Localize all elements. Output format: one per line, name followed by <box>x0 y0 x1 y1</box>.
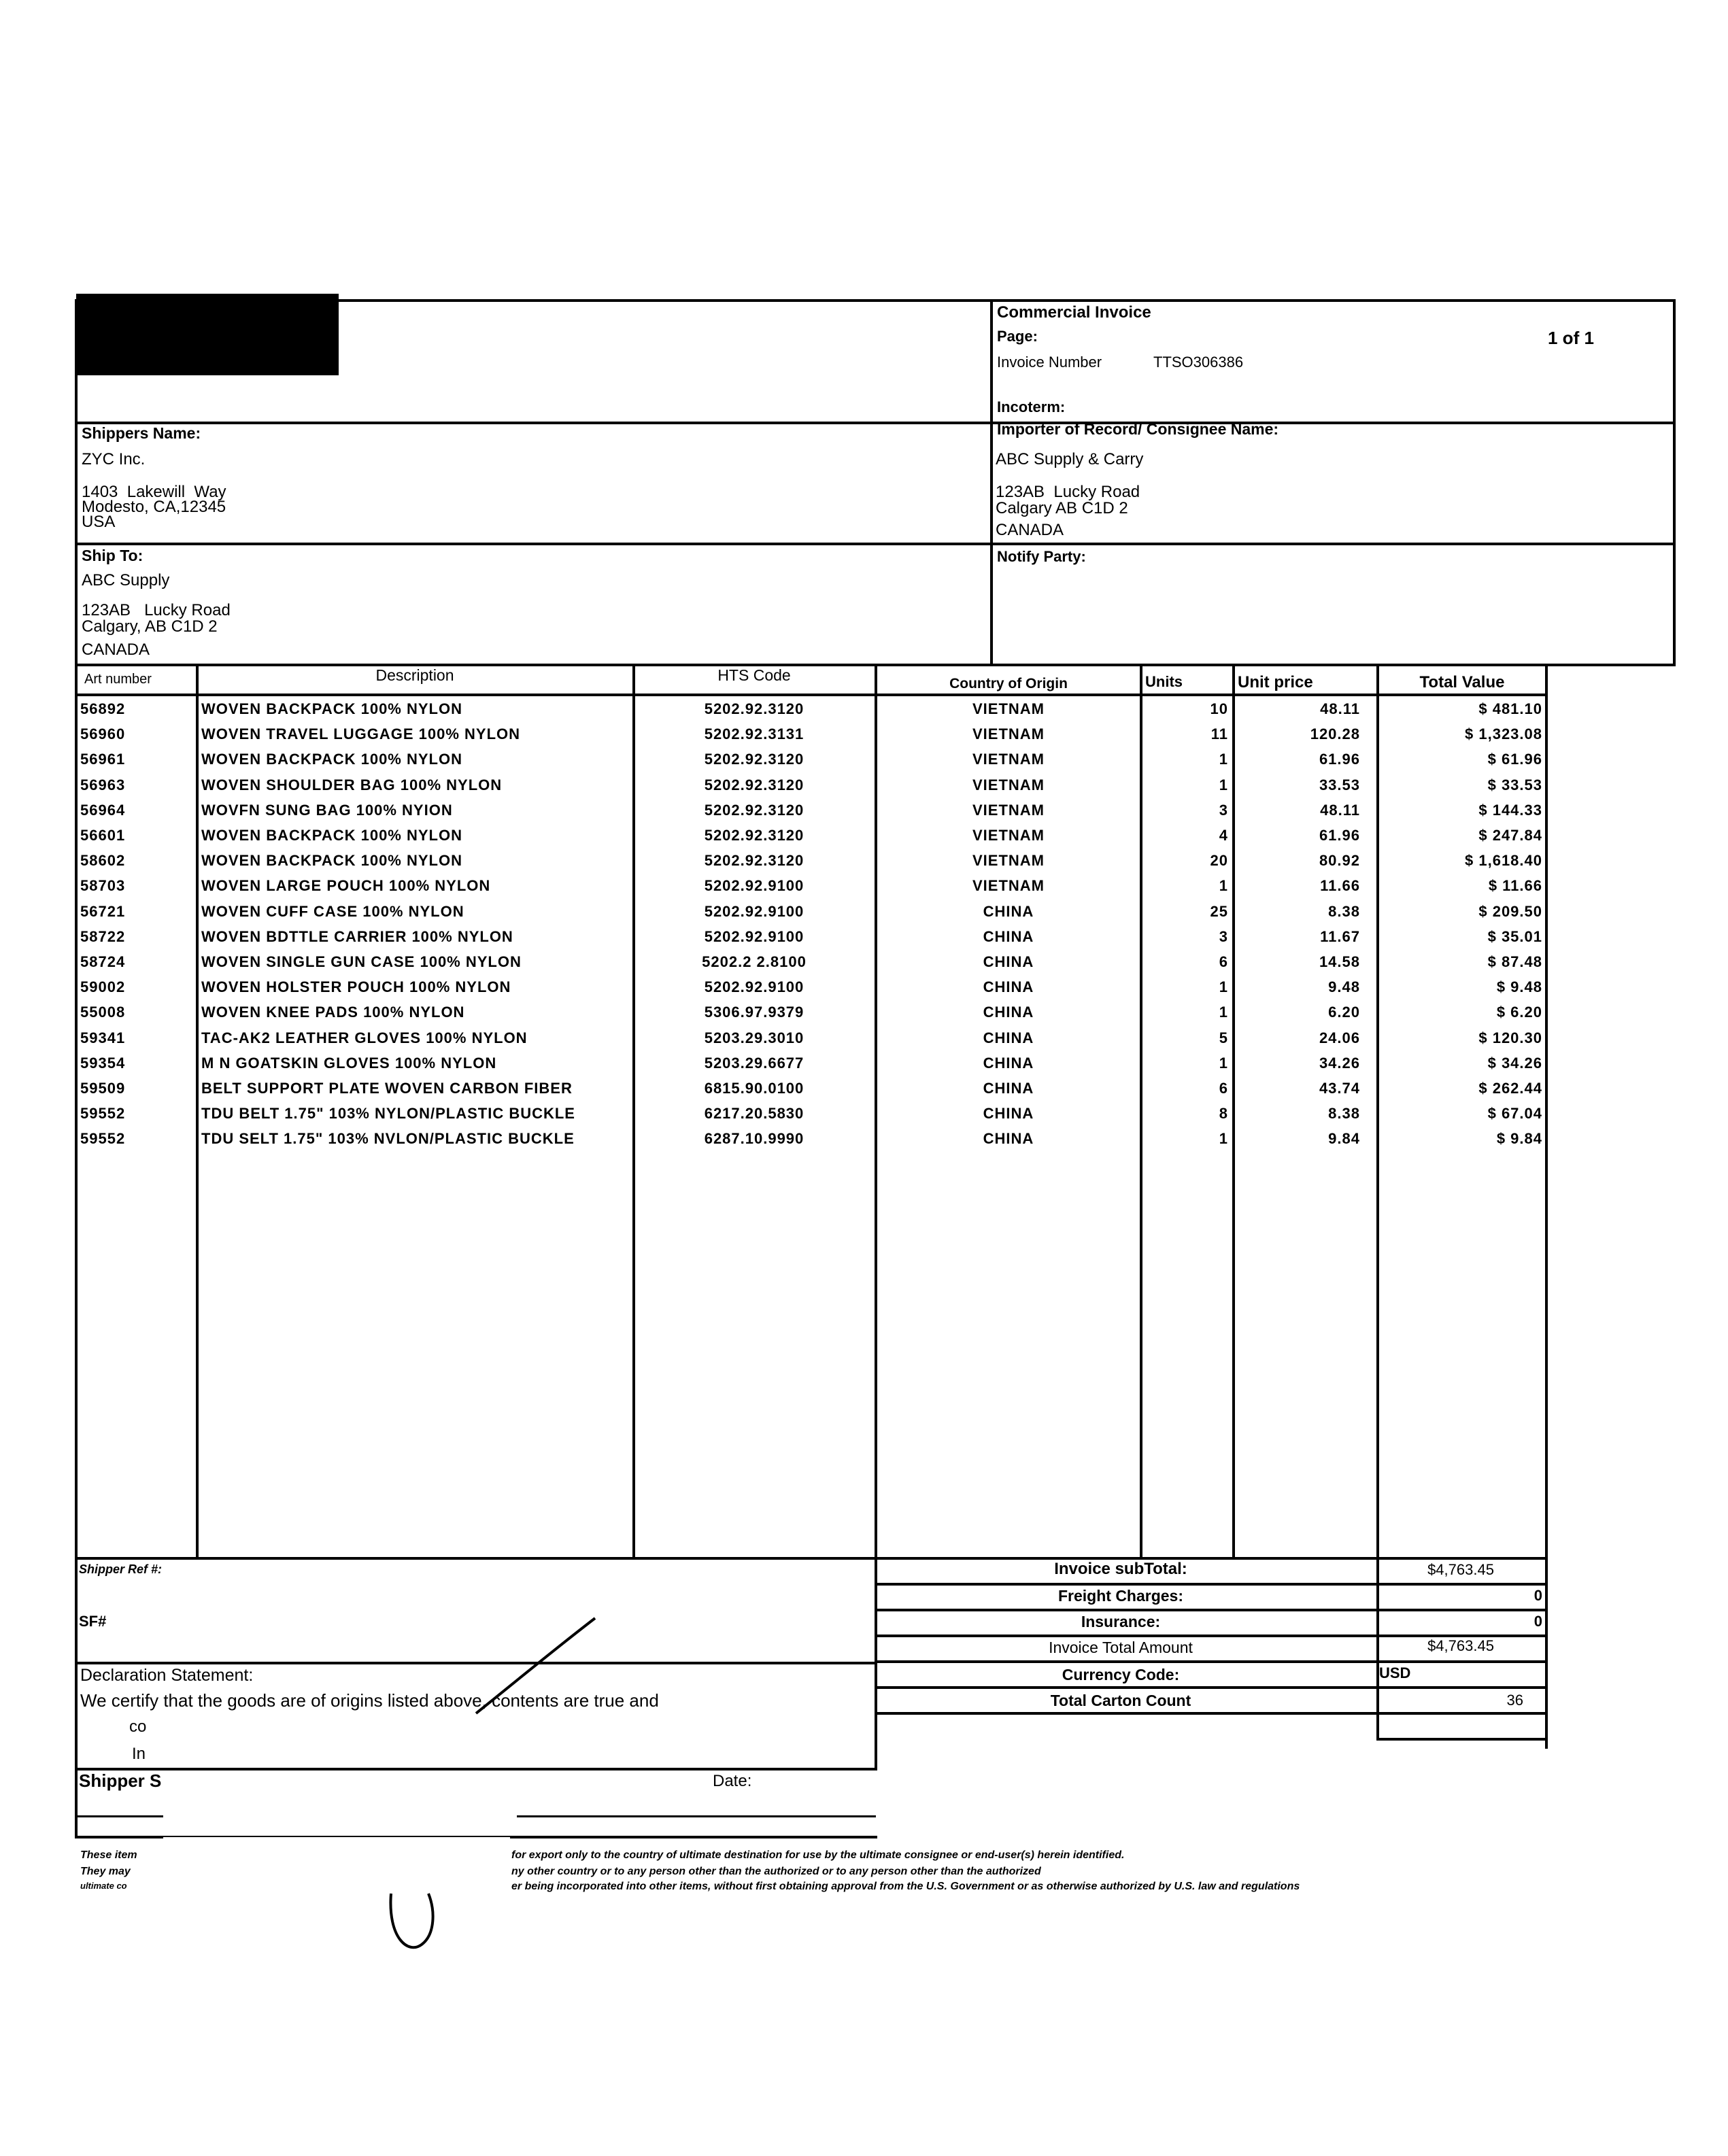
cell-total: $ 1,618.40 <box>1465 852 1542 869</box>
cell-origin: CHINA <box>983 1130 1034 1147</box>
cell-price: 61.96 <box>1319 751 1360 768</box>
cell-art: 58724 <box>80 953 126 970</box>
totals-line-2 <box>875 1609 1548 1611</box>
header-row1-line <box>75 422 1676 424</box>
signature-line-1 <box>75 1815 163 1817</box>
cell-desc: WOVEN SHOULDER BAG 100% NYLON <box>201 776 503 793</box>
currency-value: USD <box>1379 1664 1411 1681</box>
carton-label: Total Carton Count <box>1050 1692 1191 1709</box>
shipper-country: USA <box>82 513 116 531</box>
consignee-country: CANADA <box>996 521 1064 539</box>
cell-price: 9.48 <box>1328 978 1360 995</box>
cell-art: 59002 <box>80 978 126 995</box>
cell-origin: CHINA <box>983 1029 1034 1046</box>
cell-hts: 5202.92.3131 <box>704 725 804 742</box>
cell-desc: WOVEN BACKPACK 100% NYLON <box>201 700 462 717</box>
totals-line-5 <box>875 1686 1548 1689</box>
cell-origin: VIETNAM <box>972 877 1045 894</box>
border-right-header <box>1673 299 1676 666</box>
cell-desc: TAC-AK2 LEATHER GLOVES 100% NYLON <box>201 1029 528 1046</box>
col-header-desc: Description <box>375 666 454 684</box>
carton-value: 36 <box>1506 1692 1523 1709</box>
page-value: 1 of 1 <box>1548 328 1594 348</box>
cell-desc: TDU BELT 1.75" 103% NYLON/PLASTIC BUCKLE <box>201 1105 575 1122</box>
cell-desc: WOVEN HOLSTER POUCH 100% NYLON <box>201 978 511 995</box>
cell-total: $ 1,323.08 <box>1465 725 1542 742</box>
cell-origin: CHINA <box>983 1080 1034 1097</box>
cell-art: 58703 <box>80 877 126 894</box>
cell-hts: 5202.2 2.8100 <box>702 953 807 970</box>
cell-art: 59354 <box>80 1055 126 1072</box>
doc-title: Commercial Invoice <box>997 303 1151 322</box>
cell-hts: 6287.10.9990 <box>704 1130 804 1147</box>
cell-units: 1 <box>1219 877 1228 894</box>
date-line <box>517 1815 876 1817</box>
cell-price: 11.66 <box>1320 877 1360 894</box>
cell-total: $ 481.10 <box>1478 700 1542 717</box>
cell-total: $ 209.50 <box>1478 903 1542 920</box>
col-line-right <box>1545 664 1548 1749</box>
cell-total: $ 11.66 <box>1488 877 1542 894</box>
cell-total: $ 262.44 <box>1478 1080 1542 1097</box>
incoterm-label: Incoterm: <box>997 398 1066 415</box>
cell-hts: 5202.92.3120 <box>704 802 804 819</box>
footer-top-line <box>75 1557 877 1560</box>
cell-units: 1 <box>1219 751 1228 768</box>
consignee-label: Importer of Record/ Consignee Name: <box>997 420 1279 438</box>
subtotal-value: $4,763.45 <box>1427 1561 1494 1578</box>
cell-units: 1 <box>1219 1130 1228 1147</box>
cell-total: $ 9.48 <box>1496 978 1542 995</box>
cell-origin: CHINA <box>983 1004 1034 1021</box>
cell-origin: VIETNAM <box>972 827 1045 844</box>
cell-origin: VIETNAM <box>972 776 1045 793</box>
cell-art: 58722 <box>80 928 126 945</box>
cell-price: 43.74 <box>1319 1080 1360 1097</box>
declaration-line3: In <box>132 1745 146 1763</box>
cell-origin: VIETNAM <box>972 802 1045 819</box>
cell-origin: VIETNAM <box>972 852 1045 869</box>
freight-value: 0 <box>1534 1587 1542 1604</box>
cell-desc: M N GOATSKIN GLOVES 100% NYLON <box>201 1055 497 1072</box>
cell-units: 3 <box>1219 802 1228 819</box>
shipper-addr1: 1403 Lakewill Way <box>82 483 226 501</box>
ship-to-addr2: Calgary, AB C1D 2 <box>82 617 218 636</box>
handwritten-check-mark <box>469 1611 605 1720</box>
cell-units: 10 <box>1210 700 1228 717</box>
legal-left-1: These item <box>80 1849 137 1861</box>
header-row2-line <box>75 543 1676 545</box>
shipper-label: Shippers Name: <box>82 424 201 442</box>
cell-price: 33.53 <box>1319 776 1360 793</box>
cell-units: 6 <box>1219 1080 1228 1097</box>
redacted-logo <box>76 294 339 375</box>
cell-hts: 6815.90.0100 <box>704 1080 804 1097</box>
cell-origin: CHINA <box>983 928 1034 945</box>
cell-desc: WOVEN TRAVEL LUGGAGE 100% NYLON <box>201 725 521 742</box>
cell-price: 14.58 <box>1319 953 1360 970</box>
legal-left-3: ultimate co <box>80 1881 127 1891</box>
cell-units: 8 <box>1219 1105 1228 1122</box>
consignee-addr2: Calgary AB C1D 2 <box>996 499 1128 517</box>
cell-total: $ 33.53 <box>1487 776 1542 793</box>
cell-units: 1 <box>1219 978 1228 995</box>
cell-price: 8.38 <box>1328 903 1360 920</box>
col-header-art: Art number <box>84 672 152 687</box>
cell-units: 1 <box>1219 776 1228 793</box>
totals-line-4 <box>875 1660 1548 1663</box>
subtotal-label: Invoice subTotal: <box>1054 1560 1187 1578</box>
cell-art: 55008 <box>80 1004 126 1021</box>
cell-total: $ 87.48 <box>1487 953 1542 970</box>
totals-line-6 <box>875 1712 1548 1715</box>
cell-desc: WOVEN BACKPACK 100% NYLON <box>201 827 462 844</box>
cell-price: 48.11 <box>1320 802 1360 819</box>
currency-label: Currency Code: <box>1062 1666 1180 1683</box>
cell-hts: 5202.92.9100 <box>704 978 804 995</box>
cell-art: 56963 <box>80 776 126 793</box>
table-header-line <box>75 694 1548 696</box>
cell-desc: WOVEN BACKPACK 100% NYLON <box>201 751 462 768</box>
cell-hts: 5202.92.3120 <box>704 852 804 869</box>
mask-block-2 <box>163 1770 517 1834</box>
cell-art: 56964 <box>80 802 126 819</box>
page-label: Page: <box>997 328 1038 345</box>
shipper-ref-label: Shipper Ref #: <box>79 1562 163 1576</box>
ship-to-label: Ship To: <box>82 547 143 564</box>
cell-price: 24.06 <box>1319 1029 1360 1046</box>
cell-units: 1 <box>1219 1004 1228 1021</box>
mask-block-3 <box>163 1837 510 1898</box>
ship-to-name: ABC Supply <box>82 571 170 589</box>
col-header-price: Unit price <box>1238 673 1313 691</box>
cell-art: 59552 <box>80 1105 126 1122</box>
cell-art: 56961 <box>80 751 126 768</box>
cell-desc: WOVFN SUNG BAG 100% NYION <box>201 802 453 819</box>
cell-units: 5 <box>1219 1029 1228 1046</box>
col-header-total: Total Value <box>1419 673 1505 691</box>
cell-units: 11 <box>1210 725 1228 742</box>
cell-desc: WOVEN SINGLE GUN CASE 100% NYLON <box>201 953 522 970</box>
mask-block <box>163 1713 873 1766</box>
cell-total: $ 6.20 <box>1496 1004 1542 1021</box>
notify-label: Notify Party: <box>997 548 1086 565</box>
cell-total: $ 9.84 <box>1496 1130 1542 1147</box>
cell-units: 1 <box>1219 1055 1228 1072</box>
cell-price: 120.28 <box>1310 725 1360 742</box>
col-header-hts: HTS Code <box>717 666 791 684</box>
sf-label: SF# <box>79 1613 107 1630</box>
cell-art: 56960 <box>80 725 126 742</box>
insurance-value: 0 <box>1534 1613 1542 1630</box>
cell-origin: CHINA <box>983 953 1034 970</box>
total-amount-label: Invoice Total Amount <box>1049 1639 1193 1656</box>
border-top <box>75 299 1676 302</box>
cell-art: 56601 <box>80 827 126 844</box>
legal-right-3: er being incorporated into other items, without first obtaining approval from the U.S. Government or as otherwise authorized by U.S. law and regulations <box>511 1881 1300 1892</box>
cell-total: $ 120.30 <box>1478 1029 1542 1046</box>
cell-hts: 5202.92.9100 <box>704 903 804 920</box>
cell-art: 59509 <box>80 1080 126 1097</box>
cell-units: 6 <box>1219 953 1228 970</box>
ship-to-addr1: 123AB Lucky Road <box>82 601 231 619</box>
cell-total: $ 144.33 <box>1478 802 1542 819</box>
cell-origin: CHINA <box>983 1055 1034 1072</box>
cell-price: 9.84 <box>1328 1130 1360 1147</box>
shipper-signature-label: Shipper S <box>79 1770 162 1791</box>
cell-units: 3 <box>1219 928 1228 945</box>
cell-art: 56721 <box>80 903 126 920</box>
totals-bottom-line <box>1376 1738 1548 1741</box>
cell-desc: WOVEN LARGE POUCH 100% NYLON <box>201 877 491 894</box>
cell-art: 58602 <box>80 852 126 869</box>
border-left <box>75 299 78 1838</box>
freight-label: Freight Charges: <box>1057 1587 1184 1605</box>
cell-hts: 5306.97.9379 <box>704 1004 804 1021</box>
insurance-label: Insurance: <box>1081 1613 1161 1630</box>
cell-total: $ 61.96 <box>1487 751 1542 768</box>
cell-price: 48.11 <box>1320 700 1360 717</box>
cell-price: 8.38 <box>1328 1105 1360 1122</box>
cell-origin: VIETNAM <box>972 700 1045 717</box>
shipper-addr2: Modesto, CA,12345 <box>82 498 226 516</box>
cell-desc: WOVEN BDTTLE CARRIER 100% NYLON <box>201 928 513 945</box>
legal-right-1: for export only to the country of ultimate destination for use by the ultimate consignee or end-user(s) herein identified. <box>511 1849 1125 1861</box>
cell-origin: CHINA <box>983 1105 1034 1122</box>
cell-price: 80.92 <box>1319 852 1360 869</box>
cell-hts: 5202.92.3120 <box>704 776 804 793</box>
cell-price: 6.20 <box>1328 1004 1360 1021</box>
cell-hts: 5203.29.3010 <box>704 1029 804 1046</box>
declaration-text: We certify that the goods are of origins listed above, contents are true and <box>80 1690 659 1711</box>
totals-line-1 <box>875 1583 1548 1586</box>
cell-origin: CHINA <box>983 903 1034 920</box>
invoice-number-label: Invoice Number <box>997 354 1102 371</box>
cell-total: $ 35.01 <box>1487 928 1542 945</box>
cell-desc: WOVEN CUFF CASE 100% NYLON <box>201 903 464 920</box>
cell-art: 56892 <box>80 700 126 717</box>
cell-desc: BELT SUPPORT PLATE WOVEN CARBON FIBER <box>201 1080 573 1097</box>
date-label: Date: <box>713 1772 752 1790</box>
declaration-line2: co <box>129 1717 147 1736</box>
cell-art: 59341 <box>80 1029 126 1046</box>
cell-total: $ 247.84 <box>1478 827 1542 844</box>
cell-units: 20 <box>1210 852 1228 869</box>
cell-hts: 5202.92.3120 <box>704 700 804 717</box>
invoice-number: TTSO306386 <box>1153 354 1244 371</box>
cell-origin: CHINA <box>983 978 1034 995</box>
cell-origin: VIETNAM <box>972 751 1045 768</box>
total-amount-value: $4,763.45 <box>1427 1637 1494 1654</box>
cell-hts: 5202.92.3120 <box>704 751 804 768</box>
legal-right-2: ny other country or to any person other than the authorized or to any person other than the authorized <box>511 1866 1041 1877</box>
cell-art: 59552 <box>80 1130 126 1147</box>
cell-hts: 5202.92.9100 <box>704 928 804 945</box>
cell-hts: 5203.29.6677 <box>704 1055 804 1072</box>
cell-price: 34.26 <box>1319 1055 1360 1072</box>
cell-price: 61.96 <box>1319 827 1360 844</box>
ship-to-country: CANADA <box>82 640 150 659</box>
consignee-addr1: 123AB Lucky Road <box>996 483 1140 501</box>
cell-units: 4 <box>1219 827 1228 844</box>
cell-hts: 5202.92.9100 <box>704 877 804 894</box>
cell-origin: VIETNAM <box>972 725 1045 742</box>
shipper-name: ZYC Inc. <box>82 450 146 468</box>
col-line-desc <box>196 664 199 1558</box>
handwritten-u-mark <box>381 1890 456 1958</box>
cell-hts: 5202.92.3120 <box>704 827 804 844</box>
cell-total: $ 34.26 <box>1487 1055 1542 1072</box>
col-header-units: Units <box>1145 673 1183 690</box>
declaration-label: Declaration Statement: <box>80 1666 254 1685</box>
cell-units: 25 <box>1210 903 1228 920</box>
header-divider <box>990 299 993 666</box>
consignee-name: ABC Supply & Carry <box>996 450 1144 468</box>
cell-price: 11.67 <box>1320 928 1360 945</box>
col-header-origin: Country of Origin <box>949 676 1068 691</box>
cell-hts: 6217.20.5830 <box>704 1105 804 1122</box>
cell-desc: WOVEN BACKPACK 100% NYLON <box>201 852 462 869</box>
legal-left-2: They may <box>80 1866 131 1877</box>
cell-desc: TDU SELT 1.75" 103% NVLON/PLASTIC BUCKLE <box>201 1130 575 1147</box>
cell-desc: WOVEN KNEE PADS 100% NYLON <box>201 1004 465 1021</box>
cell-total: $ 67.04 <box>1487 1105 1542 1122</box>
declaration-right-line <box>875 1662 877 1769</box>
